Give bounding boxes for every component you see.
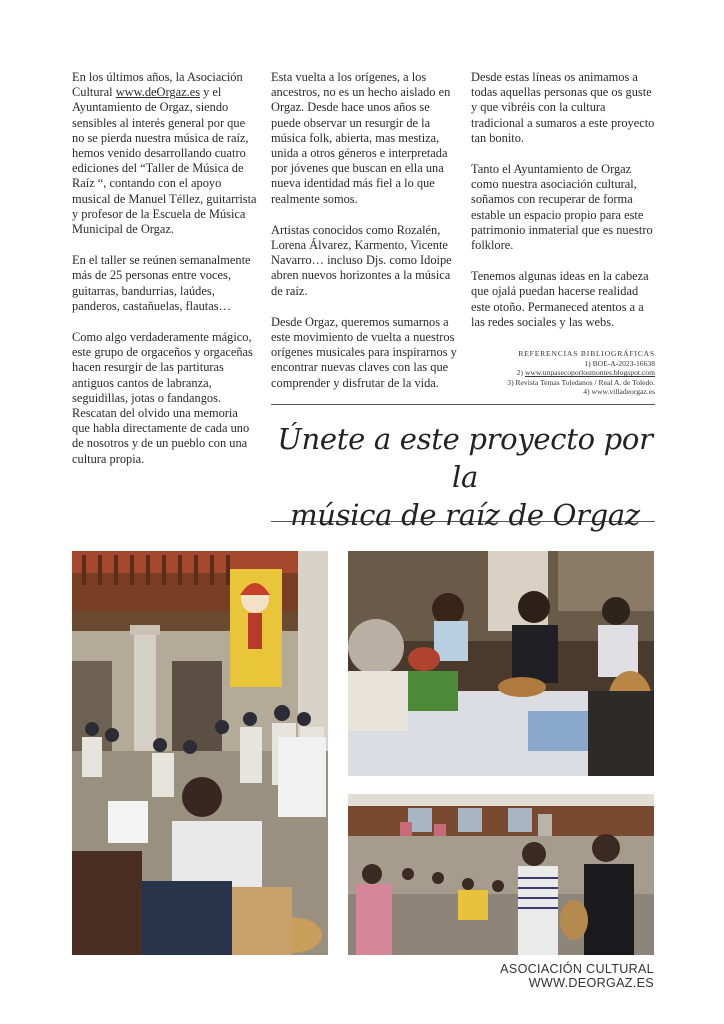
column-2-paragraph-2: Artistas conocidos como Rozalén, Lorena Álvarez, Karmento, Vicente Navarro… incluso Djs. como Idoipe abren nuevos horizontes a la música de raíz. xyxy=(271,222,452,298)
column-1-paragraph-2: En el taller se reúnen semanalmente más de 25 personas entre voces, guitarras, bandurrias, laúdes, panderos, castañuelas, flautas… xyxy=(72,253,251,313)
headline xyxy=(271,420,659,534)
column-2-paragraph-3: Desde Orgaz, queremos sumarnos a este movimiento de vuelta a nuestros orígenes musicales para inspirarnos y encontrar nuevas claves con las que comprender y disfrutar de la vida. xyxy=(271,314,457,390)
column-1 xyxy=(72,70,258,483)
photo-courtyard-group xyxy=(72,551,328,955)
reference-3: 3) Revista Temas Toledanos / Real A. de Toledo. xyxy=(507,377,655,387)
reference-2: 2) www.unpasecoporlosmontes.blogspot.com xyxy=(516,368,655,378)
column-2-paragraph-1: Esta vuelta a los orígenes, a los ancestros, no es un hecho aislado en Orgaz. Desde hace unos años se puede observar un resurgir de la música folk, abierta, mas mestiza, unida a otros géneros e interpretada por jóvenes que buscan en ella una nueva identidad más fiel a lo que realmente somos. xyxy=(271,70,451,206)
headline-line-2: música de raíz de Orgaz xyxy=(290,498,640,532)
reference-4: 4) www.villadeorgaz.es xyxy=(583,387,655,397)
footer-association: ASOCIACIÓN CULTURAL WWW.DEORGAZ.ES xyxy=(500,962,654,990)
reference-1: 1) BOE-A-2023-16638 xyxy=(584,358,655,368)
column-1-paragraph-3: Como algo verdaderamente mágico, este grupo de orgaceños y orgaceñas hacen resurgir de las partituras antiguos cantos de labranza, seguidillas, jotas o fandangos. Rescatan del olvido una memoria que habla directamente de cada uno de nosotros y de un pueblo con una cultura propia. xyxy=(72,330,253,466)
reference-2-link[interactable]: www.unpasecoporlosmontes.blogspot.com xyxy=(524,368,655,378)
column-3-paragraph-1: Desde estas líneas os animamos a todas aquellas personas que os guste y que vibréis con la cultura tradicional a sumaros a este proyecto tan bonito. xyxy=(471,70,655,145)
references-block xyxy=(471,349,655,397)
column-1-paragraph-1: En los últimos años, la Asociación Cultural www.deOrgaz.es y el Ayuntamiento de Orgaz, siendo sensibles al interés general por que no se pierda nuestra música de raíz, hemos venido desarrollando cuatro ediciones del “Taller de Música de Raíz “, contando con el apoyo musical de Manuel Téllez, guitarrista y profesor de la Escuela de Música Municipal de Orgaz. xyxy=(72,70,257,237)
column-3-paragraph-3: Tenemos algunas ideas en la cabeza que ojalá puedan hacerse realidad este otoño. Permaneced atentos a a las redes sociales y las webs. xyxy=(471,269,649,329)
column-2 xyxy=(271,70,457,407)
photo-courtyard-rehearsal xyxy=(348,794,654,955)
divider-top xyxy=(271,404,655,405)
deorgaz-link[interactable]: www.deOrgaz.es xyxy=(115,85,201,100)
headline-line-1: Únete a este proyecto por la xyxy=(277,422,653,494)
column-3 xyxy=(471,70,657,346)
references-title: REFERENCIAS BIBLIOGRÁFICAS xyxy=(518,349,655,358)
column-3-paragraph-2: Tanto el Ayuntamiento de Orgaz como nuestra asociación cultural, soñamos con recuperar de forma estable un espacio propio para este patrimonio inmaterial que es nuestro folklore. xyxy=(471,162,653,253)
photo-young-musicians xyxy=(348,551,654,776)
